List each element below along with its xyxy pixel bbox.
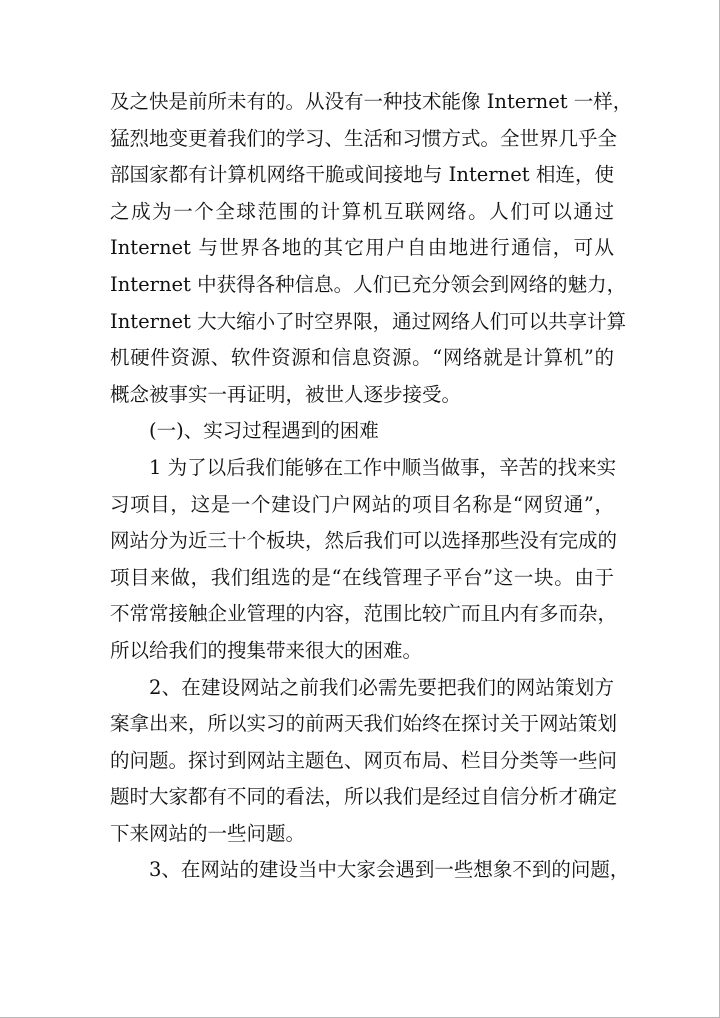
text-line: 3、在网站的建设当中大家会遇到一些想象不到的问题， [149, 858, 630, 882]
text-line: 案拿出来，所以实习的前两天我们始终在探讨关于网站策划 [110, 712, 618, 736]
text-line: 1 为了以后我们能够在工作中顺当做事，辛苦的找来实 [149, 455, 617, 479]
text-line: 下来网站的一些问题。 [110, 821, 306, 845]
text-line: 2、在建设网站之前我们必需先要把我们的网站策划方 [149, 675, 614, 699]
text-line: Internet 与世界各地的其它用户自由地进行通信，可从 [110, 236, 614, 260]
text-line: 机硬件资源、软件资源和信息资源。“网络就是计算机”的 [110, 346, 614, 370]
text-line: 项目来做，我们组选的是“在线管理子平台”这一块。由于 [110, 565, 614, 589]
body-text [110, 84, 633, 889]
text-line: Internet 大大缩小了时空界限，通过网络人们可以共享计算 [110, 309, 627, 333]
section-heading: (一)、实习过程遇到的困难 [149, 419, 379, 443]
text-line: 概念被事实一再证明，被世人逐步接受。 [110, 382, 462, 406]
text-line: 网站分为近三十个板块，然后我们可以选择那些没有完成的 [110, 529, 618, 553]
text-line: 题时大家都有不同的看法，所以我们是经过自信分析才确定 [110, 785, 618, 809]
text-line: 及之快是前所未有的。从没有一种技术能像 Internet 一样， [110, 90, 633, 113]
text-line: 不常常接触企业管理的内容，范围比较广而且内有多而杂， [110, 602, 618, 626]
text-line: Internet 中获得各种信息。人们已充分领会到网络的魅力， [110, 272, 627, 296]
text-line: 的问题。探讨到网站主题色、网页布局、栏目分类等一些问 [110, 748, 618, 772]
text-line: 部国家都有计算机网络干脆或间接地与 Internet 相连，使 [110, 163, 614, 187]
text-line: 习项目，这是一个建设门户网站的项目名称是“网贸通”， [110, 492, 614, 516]
text-line: 猛烈地变更着我们的学习、生活和习惯方式。全世界几乎全 [110, 126, 618, 150]
text-line: 所以给我们的搜集带来很大的困难。 [110, 638, 423, 662]
text-line: 之成为一个全球范围的计算机互联网络。人们可以通过 [110, 199, 614, 223]
